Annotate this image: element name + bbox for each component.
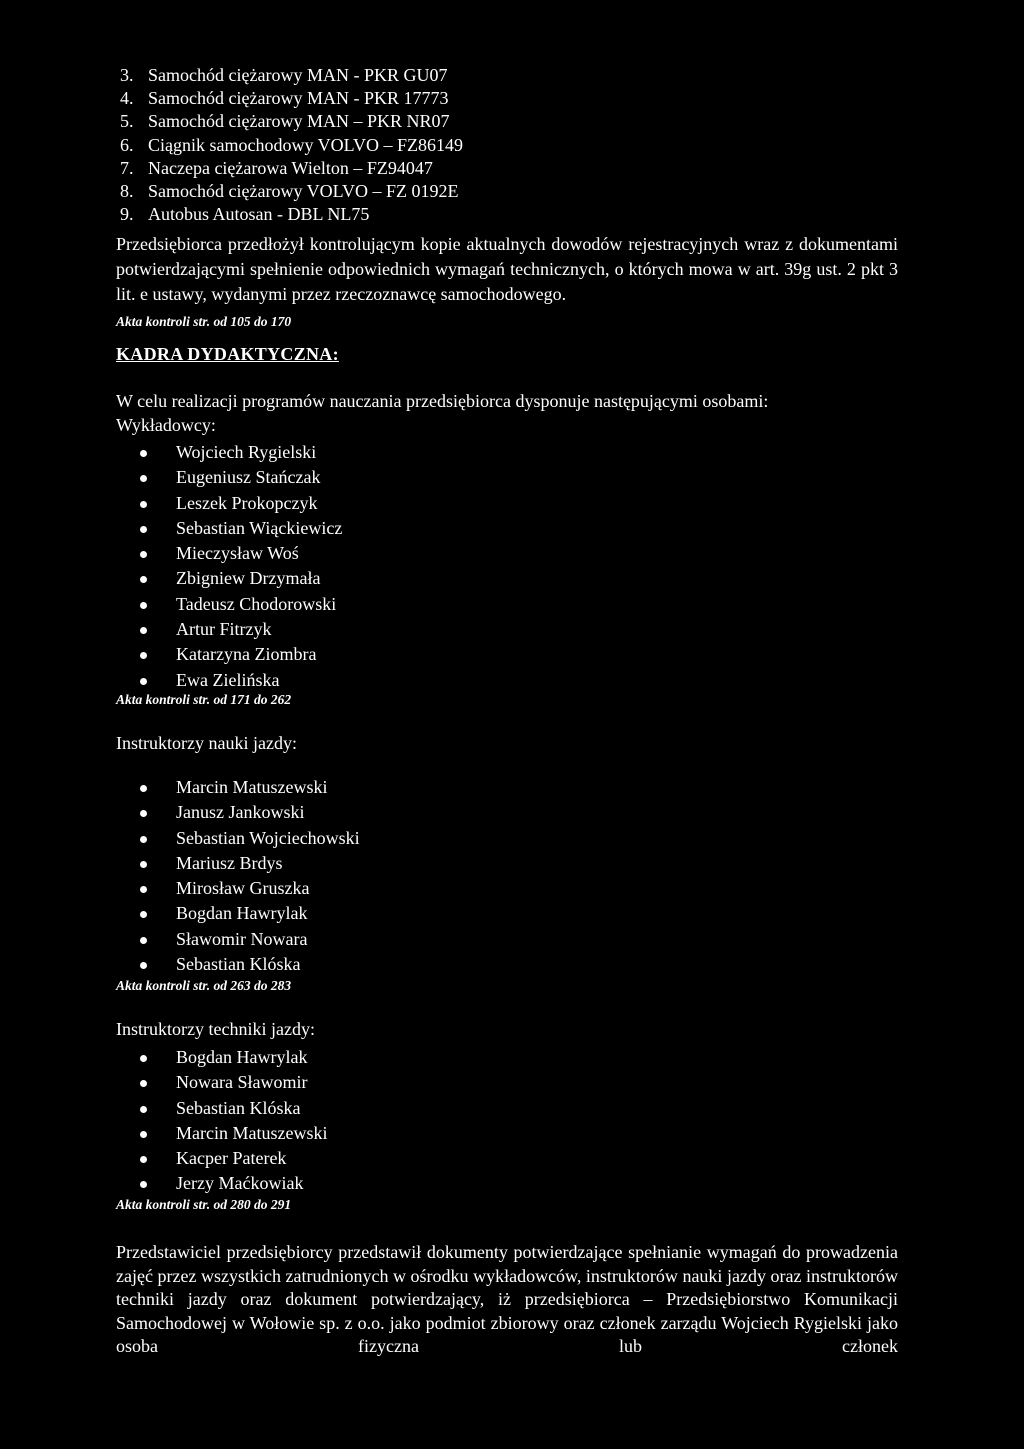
list-item: Tadeusz Chodorowski [140,592,342,617]
list-item: Eugeniusz Stańczak [140,465,342,490]
list-item: Sławomir Nowara [140,927,360,952]
intro-text: W celu realizacji programów nauczania przedsiębiorca dysponuje następującymi osobami: [116,391,769,411]
item-text: Ciągnik samochodowy VOLVO – FZ86149 [148,134,463,155]
files-reference: Akta kontroli str. od 263 do 283 [116,978,292,993]
technique-instructors-label: Instruktorzy techniki jazdy: [116,1019,315,1039]
list-item [120,134,463,157]
list-item: Ewa Zielińska [140,668,342,693]
lecturers-label: Wykładowcy: [116,415,216,435]
item-number: 4. [120,88,134,109]
list-item [120,110,463,133]
item-text: Samochód ciężarowy MAN - PKR 17773 [148,88,449,109]
lecturers-list [140,440,342,693]
list-item: Zbigniew Drzymała [140,566,342,591]
list-item: Sebastian Wiąckiewicz [140,516,342,541]
list-item [120,157,463,180]
list-item: Mirosław Gruszka [140,876,360,901]
item-number: 9. [120,204,134,225]
list-item: Sebastian Klóska [140,952,360,977]
item-number: 8. [120,181,134,202]
closing-paragraph: Przedstawiciel przedsiębiorcy przedstawił dokumenty potwierdzające spełnianie wymagań do prowadzenia zajęć przez wszystkich zatrudnionych w ośrodku wykładowców, instruktorów nauki jazdy oraz instruktorów techniki jazdy oraz dokument potwierdzający, iż przedsiębiorca – Przedsiębiorstwo Komunikacji Samochodowej w Wołowie sp. z o.o. jako podmiot zbiorowy oraz członek zarządu Wojciech Rygielski jako osoba fizyczna lub członek [116,1242,898,1356]
files-reference: Akta kontroli str. od 171 do 262 [116,692,292,707]
list-item: Kacper Paterek [140,1146,327,1171]
list-item: Marcin Matuszewski [140,1121,327,1146]
item-number: 5. [120,111,134,132]
technique-instructors-list [140,1045,327,1197]
files-reference: Akta kontroli str. od 105 do 170 [116,314,292,329]
item-number: 7. [120,157,134,178]
item-text: Naczepa ciężarowa Wielton – FZ94047 [148,157,433,178]
list-item [120,203,463,226]
list-item: Bogdan Hawrylak [140,1045,327,1070]
list-item: Wojciech Rygielski [140,440,342,465]
list-item: Sebastian Wojciechowski [140,826,360,851]
list-item: Leszek Prokopczyk [140,491,342,516]
list-item: Mieczysław Woś [140,541,342,566]
files-reference: Akta kontroli str. od 280 do 291 [116,1197,292,1212]
list-item [120,180,463,203]
list-item [120,87,463,110]
section-heading: KADRA DYDAKTYCZNA: [116,344,339,364]
list-item: Janusz Jankowski [140,800,360,825]
list-item: Sebastian Klóska [140,1096,327,1121]
item-number: 6. [120,134,134,155]
item-number: 3. [120,65,134,85]
registration-paragraph [116,232,898,334]
item-text: Samochód ciężarowy MAN – PKR NR07 [148,111,450,132]
list-item: Katarzyna Ziombra [140,642,342,667]
instructors-list [140,775,360,977]
list-item: Bogdan Hawrylak [140,901,360,926]
list-item [120,64,463,87]
paragraph-text: Przedsiębiorca przedłożył kontrolującym kopie aktualnych dowodów rejestracyjnych wraz z dokumentami potwierdzającymi spełnienie odpowiednich wymagań technicznych, o których mowa w art. 39g ust. 2 pkt 3 lit. e ustawy, wydanymi przez rzeczoznawcę samochodowego. [116,234,898,304]
list-item: Mariusz Brdys [140,851,360,876]
vehicle-list [120,64,463,226]
instructors-label: Instruktorzy nauki jazdy: [116,733,297,753]
item-text: Samochód ciężarowy VOLVO – FZ 0192E [148,181,459,202]
list-item: Artur Fitrzyk [140,617,342,642]
item-text: Samochód ciężarowy MAN - PKR GU07 [148,65,448,85]
list-item: Nowara Sławomir [140,1070,327,1095]
list-item: Jerzy Maćkowiak [140,1171,327,1196]
list-item: Marcin Matuszewski [140,775,360,800]
item-text: Autobus Autosan - DBL NL75 [148,204,370,225]
